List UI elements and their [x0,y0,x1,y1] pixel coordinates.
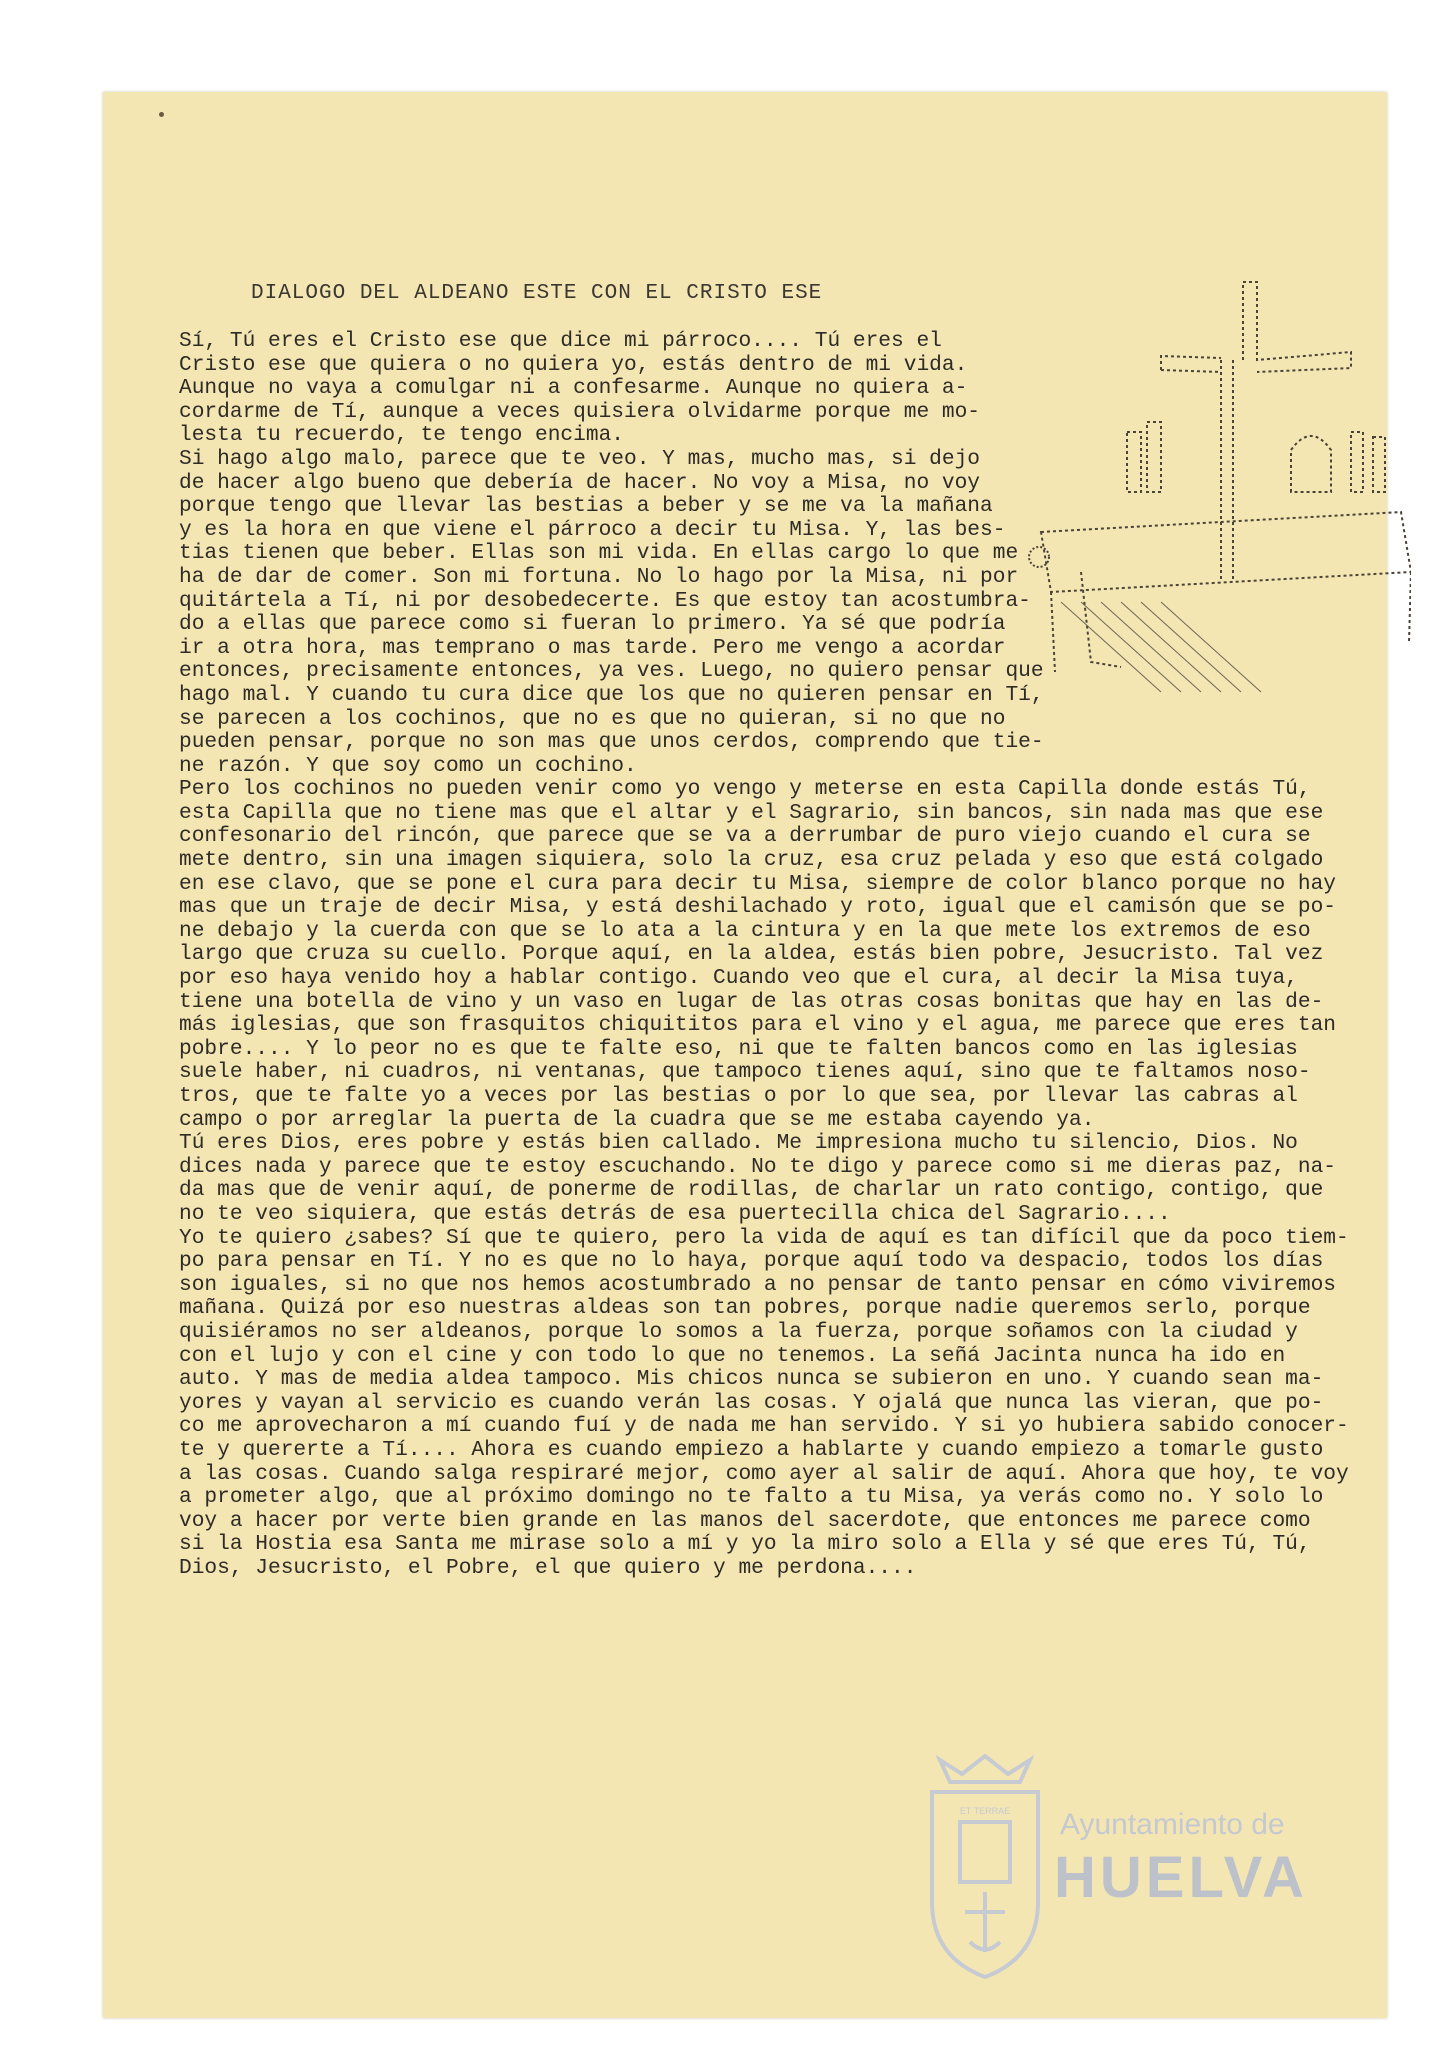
text-line: co me aprovecharon a mí cuando fuí y de nada me han servido. Y si yo hubiera sabido conocer- [179,1414,1349,1439]
text-line: lesta tu recuerdo, te tengo encima. [179,423,625,448]
text-line: yores y vayan al servicio es cuando verán las cosas. Y ojalá que nunca las vieran, que po- [179,1390,1324,1415]
text-line: mañana. Quizá por eso nuestras aldeas son tan pobres, porque nadie queremos serlo, porque [179,1296,1311,1321]
text-line: a las cosas. Cuando salga respiraré mejor, como ayer al salir de aquí. Ahora que hoy, te voy [179,1461,1349,1486]
text-line: esta Capilla que no tiene mas que el altar y el Sagrario, sin bancos, sin nada mas que ese [179,800,1324,825]
text-line: en ese clavo, que se pone el cura para decir tu Misa, siempre de color blanco porque no hay [179,871,1337,896]
ink-spot [159,112,164,117]
watermark-line-1: Ayuntamiento de [1060,1808,1285,1841]
text-line: tias tienen que beber. Ellas son mi vida. En ellas cargo lo que me [179,541,1019,566]
text-line: suele haber, ni cuadros, ni ventanas, que tampoco tienes aquí, sino que te faltamos noso- [179,1060,1311,1085]
text-line: Aunque no vaya a comulgar ni a confesarme. Aunque no quiera a- [179,376,968,401]
text-line: tiene una botella de vino y un vaso en lugar de las otras cosas bonitas que hay en las de- [179,989,1324,1014]
text-line: dices nada y parece que te estoy escuchando. No te digo y parece como si me dieras paz, na- [179,1154,1337,1179]
text-line: se parecen a los cochinos, que no es que no quieran, si no que no [179,706,1006,731]
crown-icon [940,1756,1030,1782]
text-line: pueden pensar, porque no son mas que unos cerdos, comprendo que tie- [179,730,1044,755]
text-line: auto. Y mas de media aldea tampoco. Mis chicos nunca se subieron en uno. Y cuando sean ma- [179,1367,1324,1392]
text-line: campo o por arreglar la puerta de la cuadra que se me estaba cayendo ya. [179,1107,1095,1132]
text-line: de hacer algo bueno que debería de hacer. No voy a Misa, no voy [179,470,981,495]
text-line: más iglesias, que son frasquitos chiquititos para el vino y el agua, me parece que eres tan [179,1013,1337,1038]
text-line: Dios, Jesucristo, el Pobre, el que quiero y me perdona.... [179,1555,917,1580]
document-title: DIALOGO DEL ALDEANO ESTE CON EL CRISTO ESE [251,282,823,305]
text-line: mas que un traje de decir Misa, y está deshilachado y roto, igual que el camisón que se po- [179,895,1337,920]
shield-motto: ET TERRAE [959,1806,1011,1816]
text-line: y es la hora en que viene el párroco a decir tu Misa. Y, las bes- [179,517,1006,542]
text-line: ir a otra hora, mas temprano o mas tarde. Pero me vengo a acordar [179,635,1006,660]
text-line: mete dentro, sin una imagen siquiera, solo la cruz, esa cruz pelada y eso que está colgado [179,848,1324,873]
text-line: confesonario del rincón, que parece que se va a derrumbar de puro viejo cuando el cura se [179,824,1311,849]
text-line: a prometer algo, que al próximo domingo no te falto a tu Misa, ya verás como no. Y solo lo [179,1485,1324,1510]
text-line: no te veo siquiera, que estás detrás de esa puertecilla chica del Sagrario.... [179,1201,1171,1226]
watermark-line-2: HUELVA [1054,1845,1308,1910]
text-line: porque tengo que llevar las bestias a beber y se me va la mañana [179,494,993,519]
text-line: ha de dar de comer. Son mi fortuna. No lo hago por la Misa, ni por [179,564,1019,589]
text-line: Pero los cochinos no pueden venir como yo vengo y meterse en esta Capilla donde estás Tú, [179,777,1311,802]
text-line: do a ellas que parece como si fueran lo primero. Ya sé que podría [179,612,1006,637]
text-line: cordarme de Tí, aunque a veces quisiera olvidarme porque me mo- [179,399,981,424]
text-line: tros, que te falte yo a veces por las bestias o por lo que sea, por llevar las cabras al [179,1084,1298,1108]
letter-body [179,329,1349,1580]
text-line: Tú eres Dios, eres pobre y estás bien callado. Me impresiona mucho tu silencio, Dios. No [179,1131,1298,1156]
text-line: Sí, Tú eres el Cristo ese que dice mi párroco.... Tú eres el [179,329,942,353]
typewritten-page [103,92,1387,2018]
text-line: ne razón. Y que soy como un cochino. [179,753,637,778]
text-line: son iguales, si no que nos hemos acostumbrado a no pensar de tanto pensar en cómo viviremos [179,1272,1337,1297]
text-line: pobre.... Y lo peor no es que te falte eso, ni que te falten bancos como en las iglesias [179,1036,1298,1061]
text-line: ne debajo y la cuerda con que se lo ata a la cintura y en la que mete los extremos de eso [179,918,1311,943]
text-line: quitártela a Tí, ni por desobedecerte. Es que estoy tan acostumbra- [179,588,1031,613]
text-line: entonces, precisamente entonces, ya ves. Luego, no quiero pensar que [179,659,1044,684]
text-line: Yo te quiero ¿sabes? Sí que te quiero, pero la vida de aquí es tan difícil que da poco tiem- [179,1225,1349,1250]
candle-right [1351,432,1363,492]
text-line: Cristo ese que quiera o no quiera yo, estás dentro de mi vida. [179,352,968,377]
text-line: hago mal. Y cuando tu cura dice que los que no quieren pensar en Tí, [179,682,1044,707]
text-line: por eso haya venido hoy a hablar contigo. Cuando veo que el cura, al decir la Misa tuya, [179,966,1298,991]
archive-watermark [920,1752,1360,1992]
text-line: Si hago algo malo, parece que te veo. Y mas, mucho mas, si dejo [179,446,981,471]
city-shield-logo [920,1752,1050,1982]
text-line: si la Hostia esa Santa me mirase solo a mí y yo la miro solo a Ella y sé que eres Tú, Tú, [179,1532,1311,1557]
text-line: te y quererte a Tí.... Ahora es cuando empiezo a hablarte y cuando empiezo a tomarle gusto [179,1437,1324,1462]
text-line: quisiéramos no ser aldeanos, porque lo somos a la fuerza, porque soñamos con la ciudad y [179,1319,1298,1344]
text-line: largo que cruza su cuello. Porque aquí, en la aldea, estás bien pobre, Jesucristo. Tal vez [179,942,1324,967]
text-line: da mas que de venir aquí, de ponerme de rodillas, de charlar un rato contigo, contigo, que [179,1178,1324,1203]
text-line: voy a hacer por verte bien grande en las manos del sacerdote, que entonces me parece como [179,1508,1311,1533]
text-line: po para pensar en Tí. Y no es que no lo haya, porque aquí todo va despacio, todos los días [179,1249,1324,1274]
text-line: con el lujo y con el cine y con todo lo que no tenemos. La señá Jacinta nunca ha ido en [179,1343,1286,1368]
